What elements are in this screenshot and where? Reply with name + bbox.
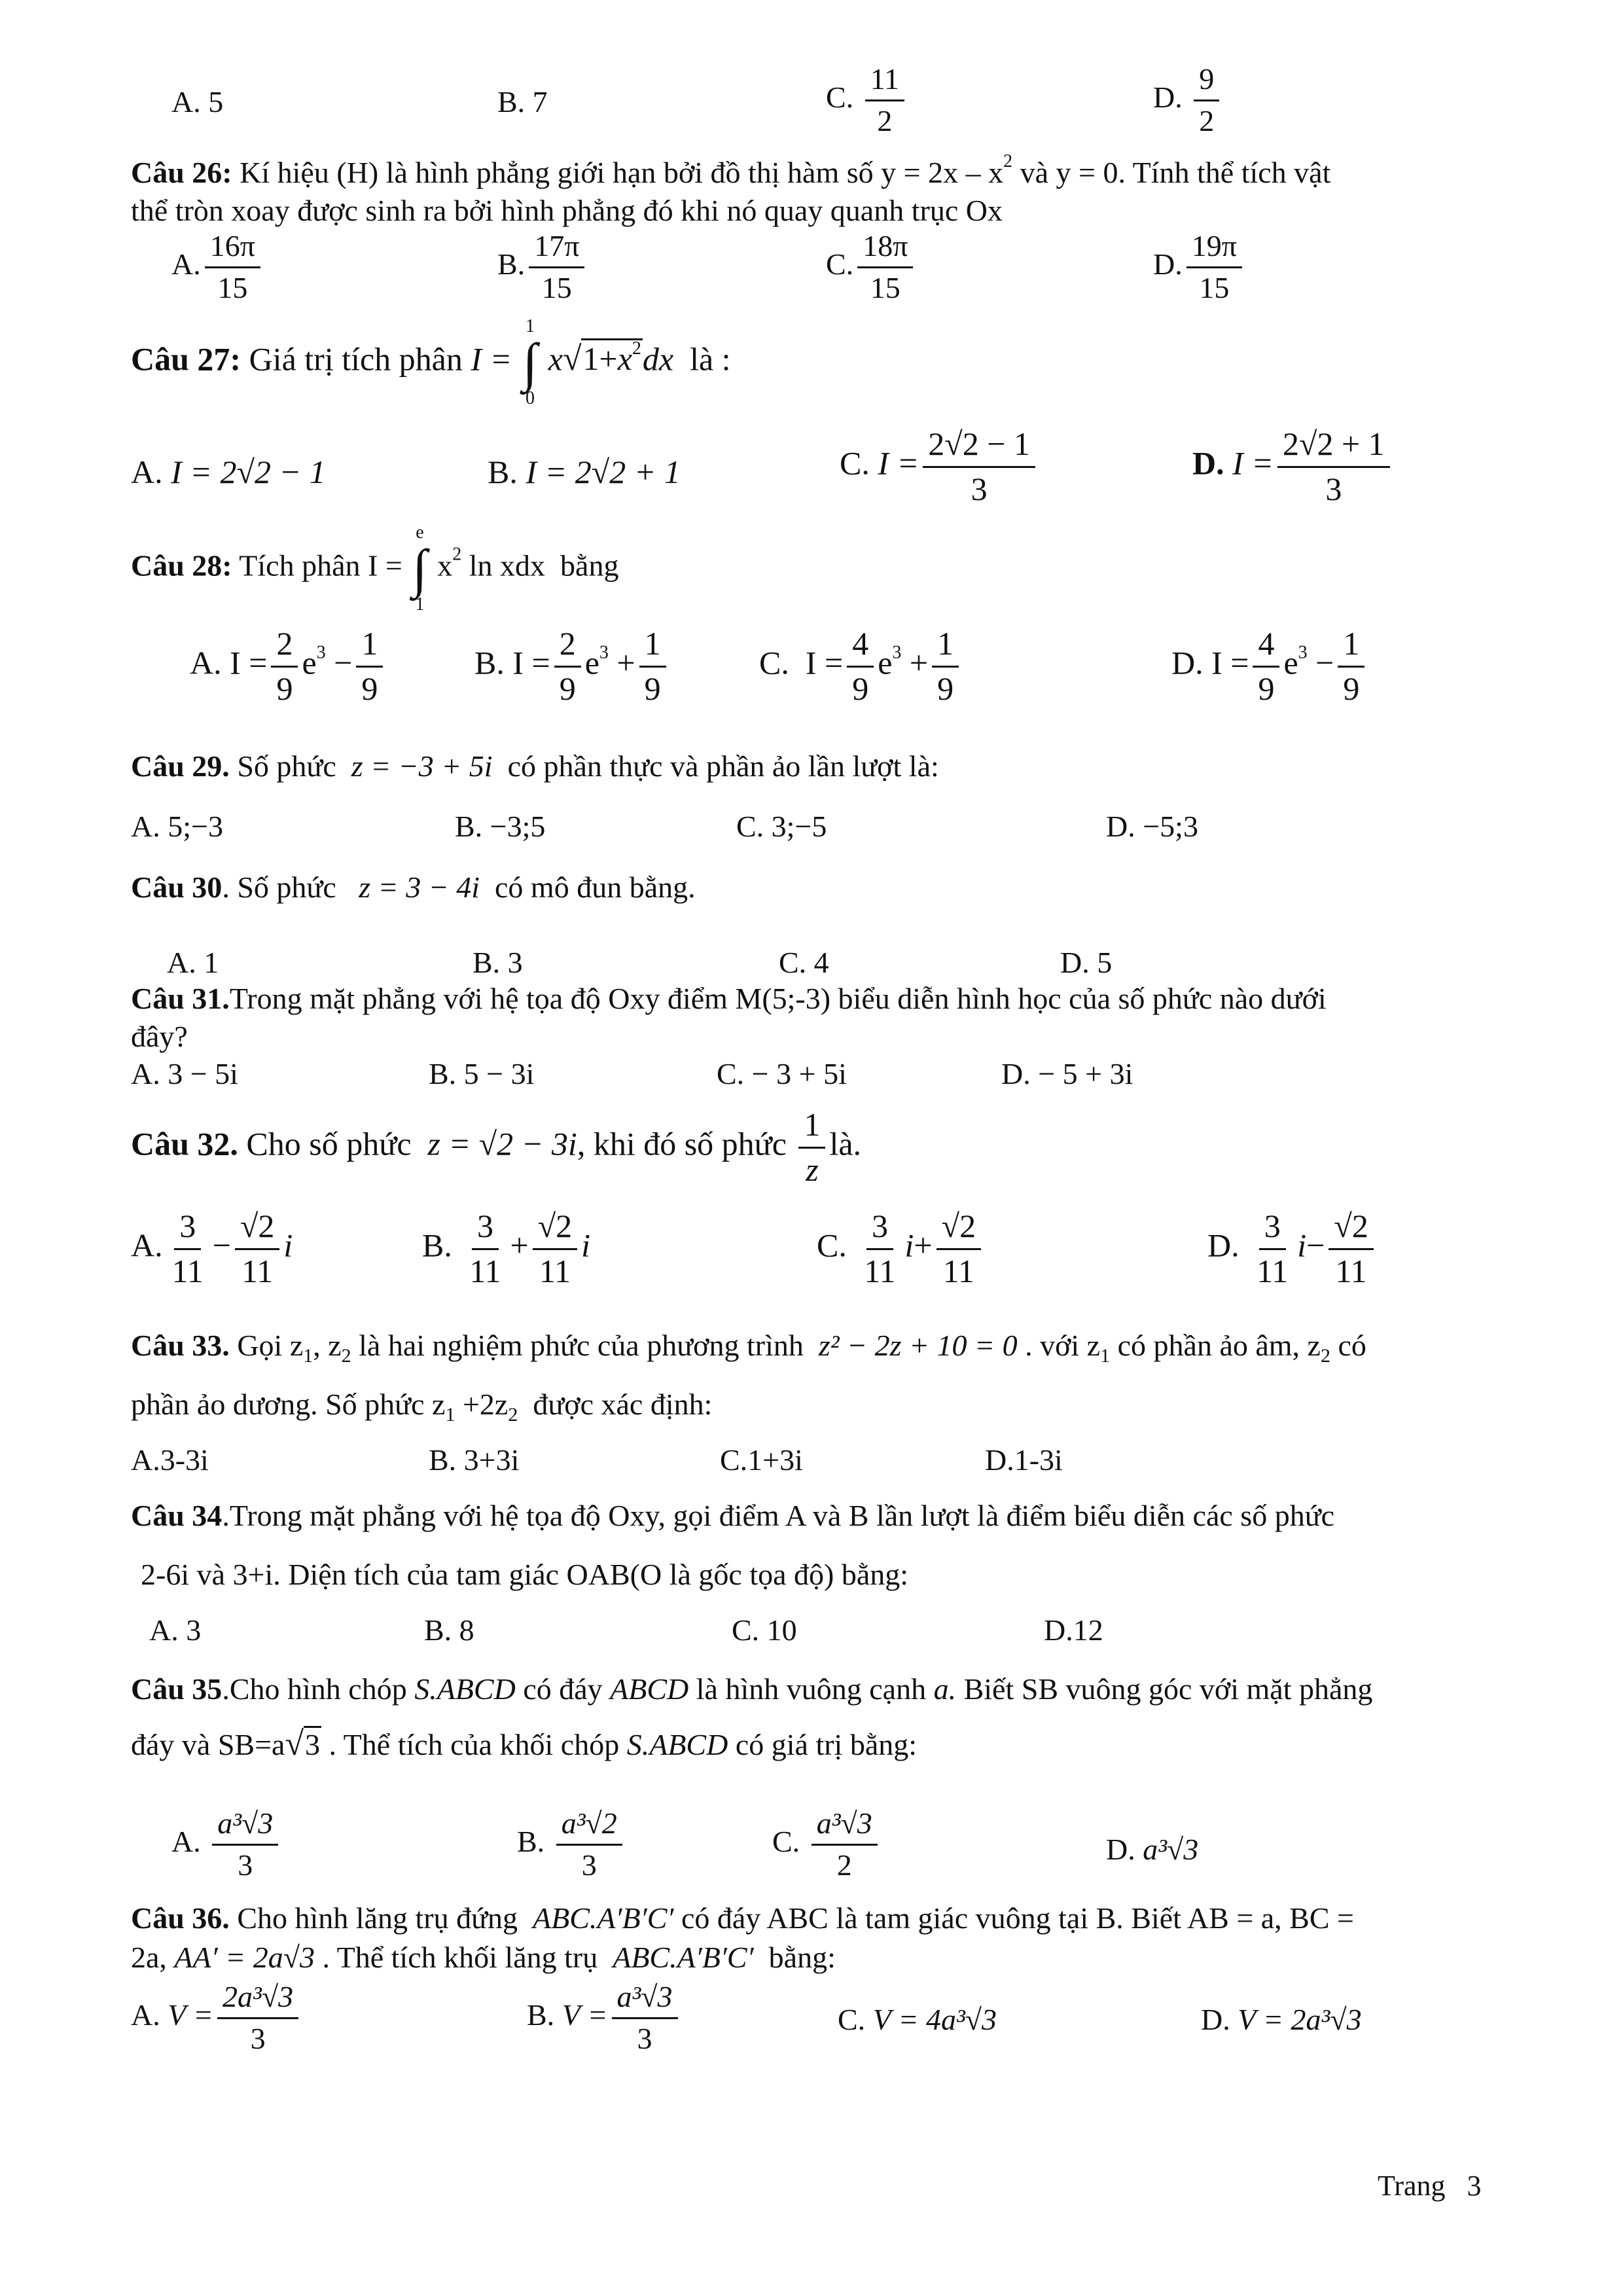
page-footer [1378, 2170, 1482, 2203]
q34-stem-line2: 2-6i và 3+i. Diện tích của tam giác OAB(O là gốc tọa độ) bằng: [141, 1558, 909, 1591]
q27-option-d: D. I = $\frac{2√2 + 1}{3}$ [1192, 425, 1394, 508]
q35-stem-line1: Câu 35.Cho hình chóp S.ABCD có đáy ABCD là hình vuông cạnh a. Biết SB vuông góc với mặt phẳng [131, 1672, 1373, 1706]
integral-sign: e ∫ 1 [412, 522, 427, 615]
q31-option-a: A. 3 − 5i [131, 1057, 238, 1090]
q36-option-d: D. V = 2a³√3 [1201, 2003, 1362, 2036]
q36-option-c: C. V = 4a³√3 [838, 2003, 997, 2036]
q31-option-d: D. − 5 + 3i [1001, 1057, 1133, 1090]
q34-option-c: C. 10 [732, 1613, 797, 1647]
q33-stem-line2: phần ảo dương. Số phức $z_1 +2z_2$ được xác định: [131, 1388, 713, 1426]
q29-option-b: B. −3;5 [455, 810, 546, 843]
q26-options [171, 229, 1349, 314]
q36-option-a: A. V = $\frac{\text{2a³√3}}{3}$ [131, 1980, 302, 2056]
q25-option-a: A. 5 [171, 85, 224, 118]
q28-option-d: D. I = $\frac{4}{9}$ $e^3$ − $\frac{1}{9}$ [1171, 625, 1368, 708]
q29-option-c: C. 3;−5 [736, 810, 827, 843]
q28-option-c: C. I = $\frac{4}{9}$ $e^3$ + $\frac{1}{9}$ [759, 625, 963, 708]
q26-option-d: D. $\frac{19\pi}{15}$ [1153, 229, 1246, 306]
q35-option-c: C. $\frac{\text{a³√3}}{2}$ [772, 1806, 882, 1883]
q35-option-d: D. a³√3 [1106, 1833, 1199, 1866]
q26-stem-line2: thể tròn xoay được sinh ra bởi hình phẳng đó khi nó quay quanh trục Ox [131, 194, 1003, 227]
q25-option-c: C. $\frac{11}{2}$ [826, 62, 908, 139]
q33-option-a: A.3-3i [131, 1443, 209, 1477]
q34-stem-line1: Câu 34.Trong mặt phẳng với hệ tọa độ Oxy, gọi điểm A và B lần lượt là điểm biểu diễn các số phức [131, 1499, 1335, 1532]
q30-option-b: B. 3 [473, 946, 523, 979]
footer-label: Trang [1378, 2170, 1446, 2202]
q26-option-c: C. $\frac{18\pi}{15}$ [826, 229, 917, 306]
q32-option-b: B. $\frac{3}{11}$ + $\frac{√2}{11}$ i [422, 1208, 591, 1289]
q36-stem-line1: Câu 36. Cho hình lăng trụ đứng ABC.A′B′C′ có đáy ABC là tam giác vuông tại B. Biết AB = a, BC = [131, 1901, 1354, 1935]
q31-stem-line1: Câu 31.Trong mặt phẳng với hệ tọa độ Oxy điểm M(5;-3) biểu diễn hình học của số phức nào dưới [131, 982, 1327, 1015]
q36-option-b: B. V = $\frac{\text{a³√3}}{3}$ [527, 1980, 682, 2056]
q28-option-a: A. I = $\frac{2}{9}$ $e^3$ − $\frac{1}{9}$ [190, 625, 387, 708]
q34-option-a: A. 3 [149, 1613, 202, 1647]
q30-stem: Câu 30. Số phức z = 3 − 4i có mô đun bằng. [131, 870, 696, 904]
q27-stem: Câu 27: Giá trị tích phân I = 1 ∫ 0 $x√1+x^2dx$ là : [131, 316, 731, 408]
q32-option-c: C. $\frac{3}{11}$ i+ $\frac{√2}{11}$ [817, 1208, 985, 1290]
q27-option-c: C. I = $\frac{2√2 - 1}{3}$ [840, 425, 1039, 508]
q31-option-c: C. − 3 + 5i [717, 1057, 847, 1090]
q35-option-b: B. $\frac{\text{a³√2}}{3}$ [517, 1806, 626, 1883]
q29-option-a: A. 5;−3 [131, 810, 223, 843]
q32-option-a: A. $\frac{3}{11}$ − $\frac{√2}{11}$ i [131, 1208, 293, 1289]
q26-stem-line1: Câu 26: Kí hiệu (H) là hình phẳng giới hạn bởi đồ thị hàm số $y = 2x - x^2$ và y = 0. Tính thể tích vật [131, 151, 1331, 189]
q30-option-a: A. 1 [167, 946, 219, 979]
q33-option-d: D.1-3i [985, 1443, 1063, 1477]
q31-stem-line2: đây? [131, 1020, 188, 1053]
q33-option-c: C.1+3i [720, 1443, 803, 1477]
q26-option-a: A. $\frac{16\pi}{15}$ [171, 229, 264, 306]
q35-stem-line2: đáy và SB=a√3 . Thể tích của khối chóp S.ABCD có giá trị bằng: [131, 1725, 918, 1763]
q30-option-c: C. 4 [779, 946, 829, 979]
q27-option-a: A. I = 2√2 − 1 [131, 454, 326, 490]
q34-option-d: D.12 [1044, 1613, 1103, 1647]
q29-stem: Câu 29. Số phức z = −3 + 5i có phần thực và phần ảo lần lượt là: [131, 749, 939, 783]
q28-option-b: B. I = $\frac{2}{9}$ $e^3$ + $\frac{1}{9}$ [474, 625, 670, 708]
q33-option-b: B. 3+3i [429, 1443, 520, 1477]
q26-option-b: B. $\frac{17\pi}{15}$ [497, 229, 588, 306]
q34-option-b: B. 8 [424, 1613, 474, 1647]
q28-stem: Câu 28: Tích phân I = e ∫ 1 $x^2$ ln xdx bằng [131, 522, 619, 615]
q25-option-b: B. 7 [497, 85, 548, 118]
page-number: 3 [1467, 2170, 1482, 2202]
q32-stem: Câu 32. Cho số phức z = √2 − 3i, khi đó số phức $\frac{1}{z}$ là. [131, 1106, 862, 1188]
q27-option-b: B. I = 2√2 + 1 [488, 454, 681, 490]
integral-sign: 1 ∫ 0 [522, 316, 538, 408]
q36-stem-line2: 2a, AA′ = 2a√3 . Thể tích khối lăng trụ ABC.A′B′C′ bằng: [131, 1941, 836, 1974]
q30-option-d: D. 5 [1060, 946, 1113, 979]
q35-option-a: A. $\frac{\text{a³√3}}{3}$ [171, 1806, 282, 1883]
q29-option-d: D. −5;3 [1106, 810, 1198, 843]
q31-option-b: B. 5 − 3i [429, 1057, 535, 1090]
q32-option-d: D. $\frac{3}{11}$ i− $\frac{√2}{11}$ [1207, 1208, 1378, 1290]
q33-stem-line1: Câu 33. Gọi $z_1$, $z_2$ là hai nghiệm phức của phương trình z² − 2z + 10 = 0 . với $z_1$ có phần ảo âm, $z_2$ có [131, 1329, 1366, 1367]
q25-option-d: D. $\frac{9}{2}$ [1153, 62, 1223, 139]
